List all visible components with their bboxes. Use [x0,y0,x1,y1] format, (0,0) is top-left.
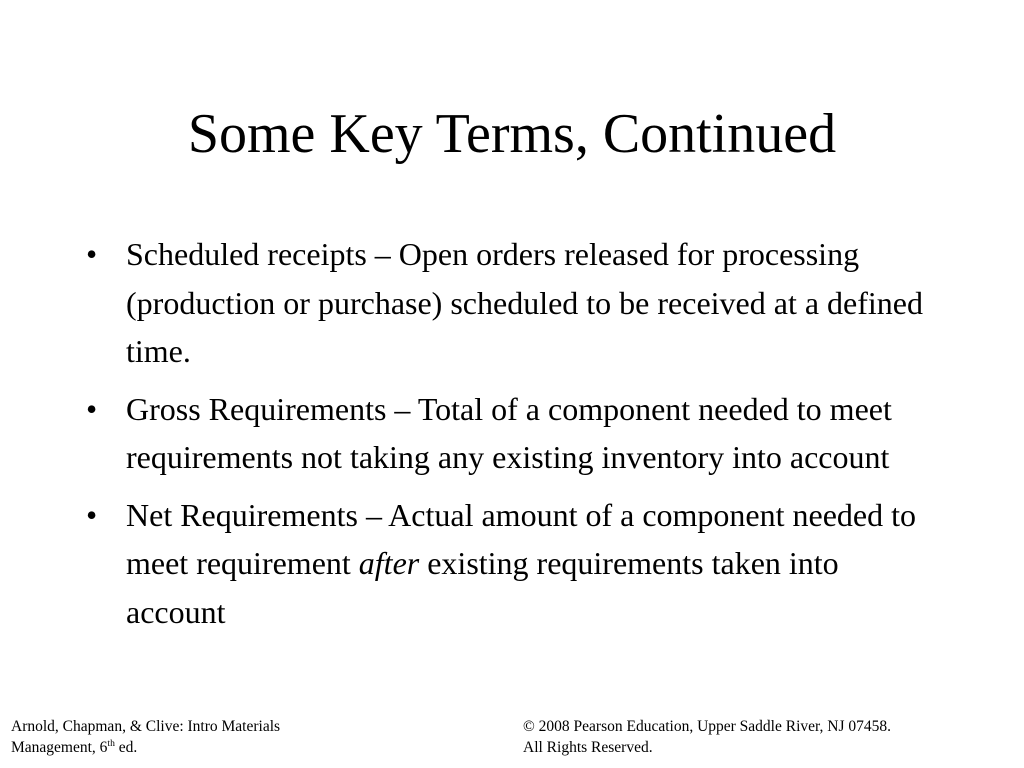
slide-title: Some Key Terms, Continued [187,103,837,165]
footer-citation-line2 [11,737,431,758]
footer-copyright-line2: All Rights Reserved. [523,739,653,756]
footer-citation-line1: Arnold, Chapman, & Clive: Intro Materials [11,718,281,735]
bullet-text-start: Net Requirements – Actual amount of a component needed to meet requirement [126,496,916,581]
bullet-icon: • [86,236,98,272]
footer-copyright [523,716,1013,758]
bullet-item-gross-requirements [86,385,926,482]
bullet-icon: • [86,496,98,533]
bullet-list [86,230,926,645]
bullet-text-emphasis: after [358,545,420,581]
footer-copyright-line1: © 2008 Pearson Education, Upper Saddle River, NJ 07458. [523,718,892,735]
bullet-item-net-requirements [86,491,926,637]
bullet-text-end: existing requirements taken into account [126,545,839,630]
footer-citation-edition-suffix: ed. [114,739,138,756]
footer-citation-ordinal: th [107,737,115,749]
bullet-text: Gross Requirements – Total of a component needed to meet requirements not taking any existing inventory into account [126,390,892,475]
footer-citation-edition: Management, 6 [11,739,108,756]
bullet-icon: • [86,390,98,427]
bullet-text: Scheduled receipts – Open orders released for processing (production or purchase) scheduled to be received at a defined time. [126,236,923,369]
footer-citation [11,716,431,758]
bullet-item-scheduled-receipts [86,230,926,376]
